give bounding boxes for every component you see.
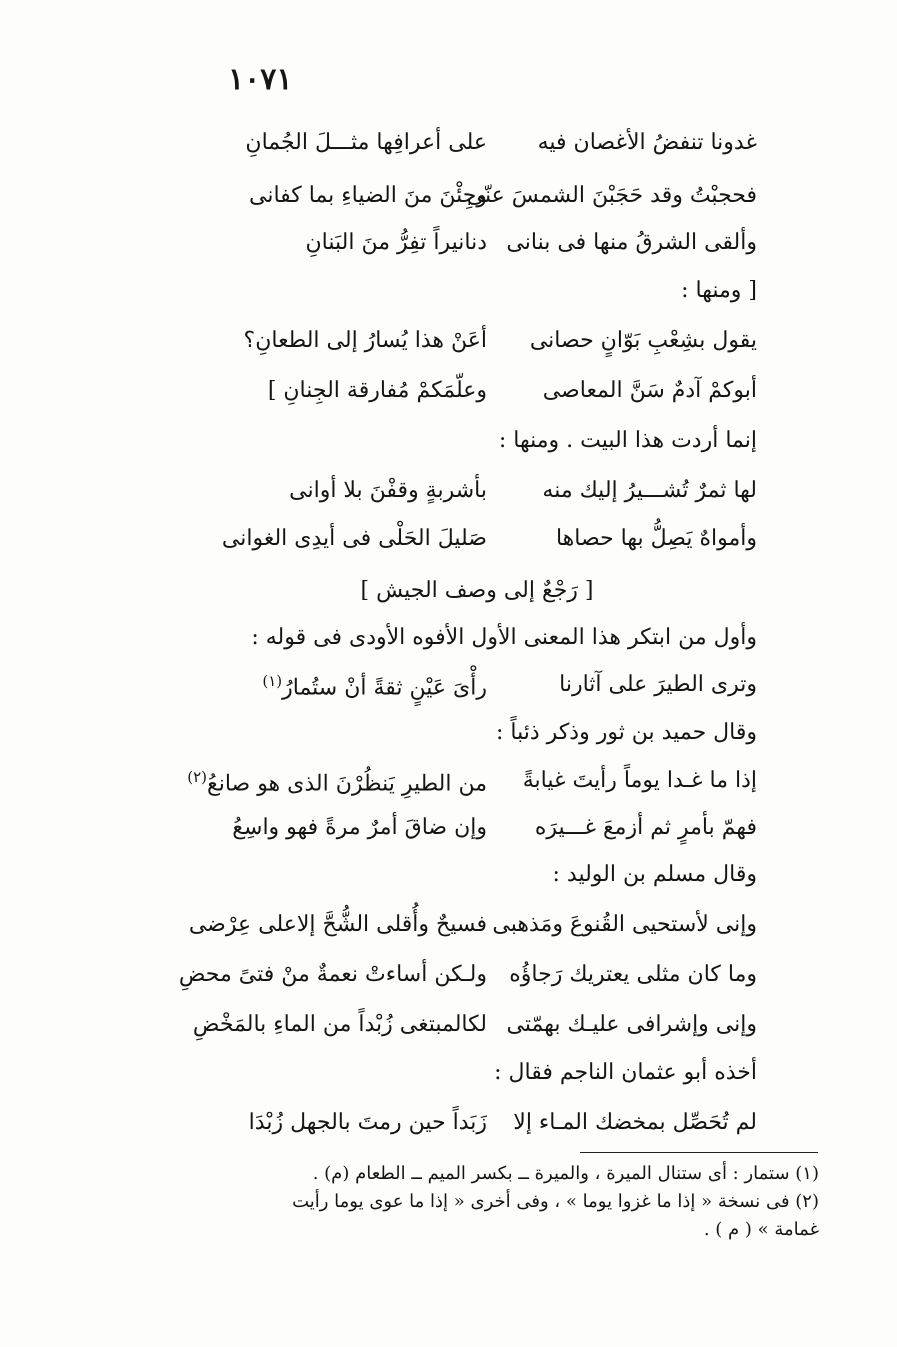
second-hemistich: وإن ضاقَ أمرٌ مرةً فهو واسِعُ xyxy=(232,815,487,840)
verse-line xyxy=(197,328,757,354)
prose-line: وقال مسلم بن الوليد : xyxy=(552,862,757,887)
prose-line: إنما أردت هذا البيت . ومنها : xyxy=(498,428,757,453)
first-hemistich: أبوكمْ آدمٌ سَنَّ المعاصى xyxy=(542,378,757,403)
prose-line: وقال حميد بن ثور وذكر ذئباً : xyxy=(496,720,757,745)
verse-line xyxy=(197,378,757,404)
verse-line xyxy=(197,478,757,504)
verse-line xyxy=(197,1110,757,1136)
page-number: ١٠٧١ xyxy=(228,62,293,97)
verse-line xyxy=(187,768,757,798)
second-hemistich: دنانيراً تفِرُّ منَ البَنانِ xyxy=(305,230,487,255)
verse-line xyxy=(188,912,757,938)
footnote-line: غمامة » ( م ) . xyxy=(703,1218,819,1240)
second-hemistich: ولـكن أساءتْ نعمةٌ منْ فتىً محضِ xyxy=(178,962,487,987)
footnote-line: (١) ستمار : أى ستنال الميرة ، والميرة ــ بكسر الميم ــ الطعام (م) . xyxy=(312,1163,819,1184)
verse-line xyxy=(197,815,757,841)
prose-line: [ ومنها : xyxy=(681,278,757,303)
second-hemistich: رأْىَ عَيْنٍ ثقةً أنْ ستُمارُ$^{(١)}$ xyxy=(262,672,487,701)
footnotes xyxy=(99,1160,819,1244)
second-hemistich: لكالمبتغى زُبْداً من الماءِ بالمَخْضِ xyxy=(192,1012,487,1037)
footnote-marker: (١) xyxy=(262,672,283,690)
first-hemistich: وألقى الشرقُ منها فى بنانى xyxy=(506,230,757,255)
verse-line xyxy=(197,183,757,209)
first-hemistich: لها ثمرٌ تُشـــيرُ إليك منه xyxy=(542,478,757,503)
first-hemistich: غدونا تنفضُ الأغصان فيه xyxy=(537,130,757,155)
verse-line xyxy=(178,962,757,988)
second-hemistich: بأشربةٍ وقفْنَ بلا أوانى xyxy=(289,478,487,503)
section-heading: [ رَجْعٌ إلى وصف الجيش ] xyxy=(360,578,594,603)
second-hemistich: زَبَداً حين رمتَ بالجهل زُبْدَا xyxy=(248,1110,487,1135)
second-hemistich: من الطيرِ يَنظُرْنَ الذى هو صانعُ$^{(٢)}$ xyxy=(187,768,487,797)
second-hemistich: أعَنْ هذا يُسارُ إلى الطعانِ؟ xyxy=(243,328,487,353)
verse-line xyxy=(197,230,757,256)
first-hemistich: إذا ما غـدا يوماً رأيتَ غيابةً xyxy=(522,768,757,793)
prose-line: وأول من ابتكر هذا المعنى الأول الأفوه الأودى فى قوله : xyxy=(251,625,757,650)
footnote-marker: (٢) xyxy=(187,768,207,786)
second-hemistich: على أعرافِها مثـــلَ الجُمانِ xyxy=(245,130,487,155)
first-hemistich: وإنى لأستحيى القُنوعَ ومَذهبى xyxy=(492,912,757,937)
verse-line xyxy=(192,1012,757,1038)
verse-line xyxy=(197,130,757,156)
second-hemistich: وجِئْنَ منَ الضياءِ بما كفانى xyxy=(248,183,487,208)
prose-line: أخذه أبو عثمان الناجم فقال : xyxy=(494,1060,757,1085)
first-hemistich: فحجبْتُ وقد حَجَبْنَ الشمسَ عنّى xyxy=(466,183,757,208)
footnote-line: (٢) فى نسخة « إذا ما غزوا يوما » ، وفى أخرى « إذا ما عوى يوما رأيت xyxy=(292,1190,819,1212)
first-hemistich: يقول بشِعْبِ بَوّانٍ حصانى xyxy=(529,328,757,353)
second-hemistich: صَليلَ الحَلْى فى أيدِى الغوانى xyxy=(221,526,487,551)
first-hemistich: وأمواهٌ يَصِلُّ بها حصاها xyxy=(555,526,757,551)
footnote-rule xyxy=(580,1152,818,1153)
first-hemistich: وما كان مثلى يعتريك رَجاؤُه xyxy=(509,962,757,987)
first-hemistich: فهمّ بأمرٍ ثم أزمعَ غـــيرَه xyxy=(534,815,757,840)
second-hemistich: فسيحٌ وأُقلى الشُّحَّ إلاعلى عِرْضى xyxy=(188,912,487,937)
second-hemistich: وعلّمَكمْ مُفارقة الجِنانِ ] xyxy=(267,378,487,403)
first-hemistich: لم تُحَصِّل بمخضك المـاء إلا xyxy=(513,1110,757,1135)
first-hemistich: وترى الطيرَ على آثارنا xyxy=(559,672,757,697)
verse-line xyxy=(197,526,757,552)
verse-line xyxy=(197,672,757,702)
first-hemistich: وإنى وإشرافى عليـك بهمّتى xyxy=(506,1012,757,1037)
